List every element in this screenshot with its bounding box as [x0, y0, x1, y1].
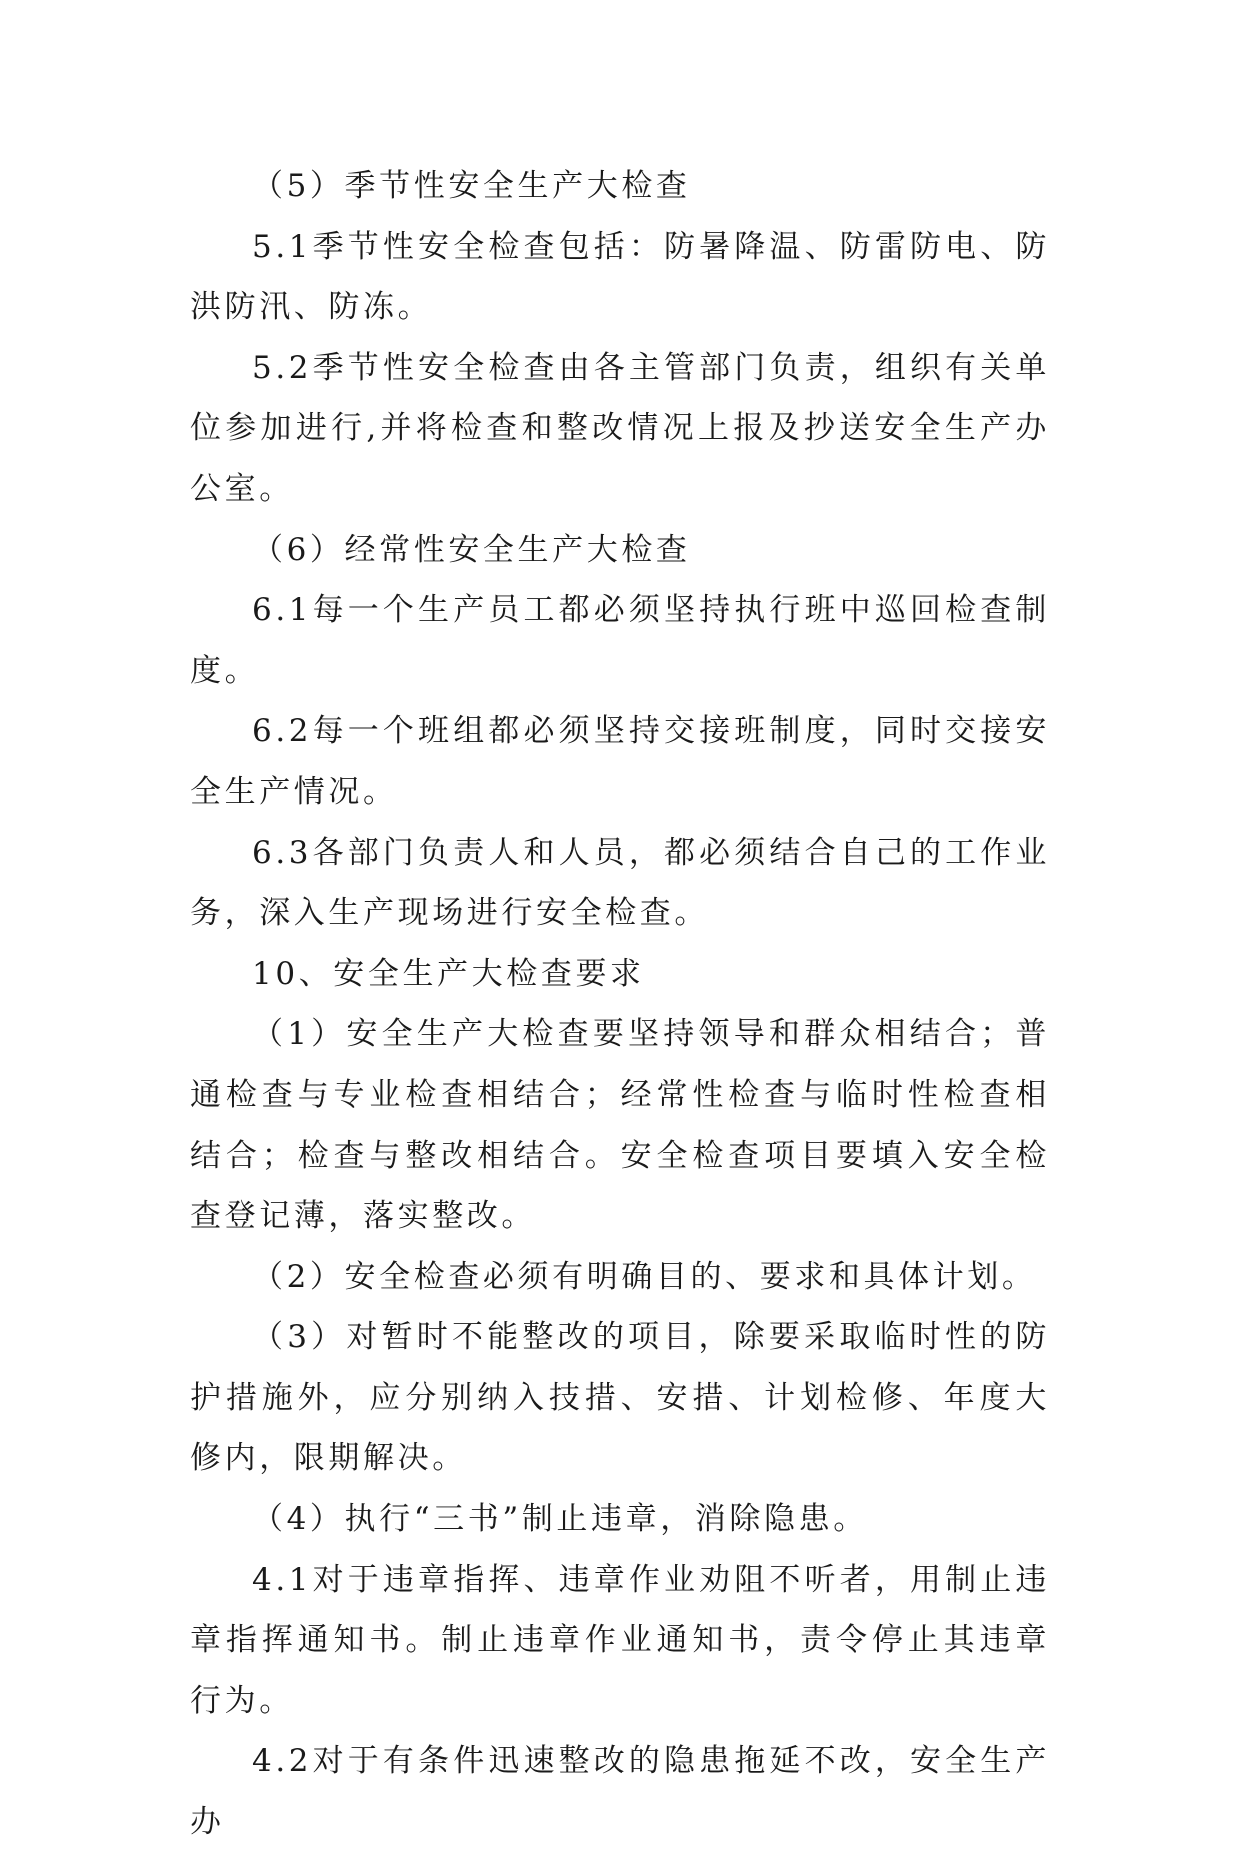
paragraph-seasonal-inspection-heading: （5）季节性安全生产大检查 — [252, 168, 691, 204]
paragraph-requirement-4: （4）执行“三书”制止违章，消除隐患。 — [252, 1501, 868, 1538]
paragraph-section-10-heading: 10、安全生产大检查要求 — [252, 955, 645, 992]
paragraph-5-2: 5.2季节性安全检查由各主管部门负责，组织有关单位参加进行,并将检查和整改情况上报及抄送安全生产办公室。 — [190, 349, 1050, 507]
paragraph-requirement-2: （2）安全检查必须有明确目的、要求和具体计划。 — [252, 1258, 1037, 1295]
document-body — [190, 156, 1050, 1853]
paragraph-requirement-3: （3）对暂时不能整改的项目，除要采取临时性的防护措施外，应分别纳入技措、安措、计划检修、年度大修内，限期解决。 — [190, 1319, 1050, 1477]
paragraph-6-1: 6.1每一个生产员工都必须坚持执行班中巡回检查制度。 — [190, 592, 1050, 689]
paragraph-4-2: 4.2对于有条件迅速整改的隐患拖延不改，安全生产办 — [190, 1743, 1050, 1841]
paragraph-6-2: 6.2每一个班组都必须坚持交接班制度，同时交接安全生产情况。 — [190, 713, 1050, 810]
paragraph-5-1: 5.1季节性安全检查包括：防暑降温、防雷防电、防洪防汛、防冻。 — [190, 228, 1050, 326]
paragraph-4-1: 4.1对于违章指挥、违章作业劝阻不听者，用制止违章指挥通知书。制止违章作业通知书，责令停止其违章行为。 — [190, 1561, 1050, 1719]
paragraph-requirement-1: （1）安全生产大检查要坚持领导和群众相结合；普通检查与专业检查相结合；经常性检查与临时性检查相结合；检查与整改相结合。安全检查项目要填入安全检查登记薄，落实整改。 — [190, 1016, 1050, 1235]
paragraph-6-3: 6.3各部门负责人和人员，都必须结合自己的工作业务，深入生产现场进行安全检查。 — [190, 834, 1050, 932]
paragraph-regular-inspection-heading: （6）经常性安全生产大检查 — [252, 531, 691, 568]
